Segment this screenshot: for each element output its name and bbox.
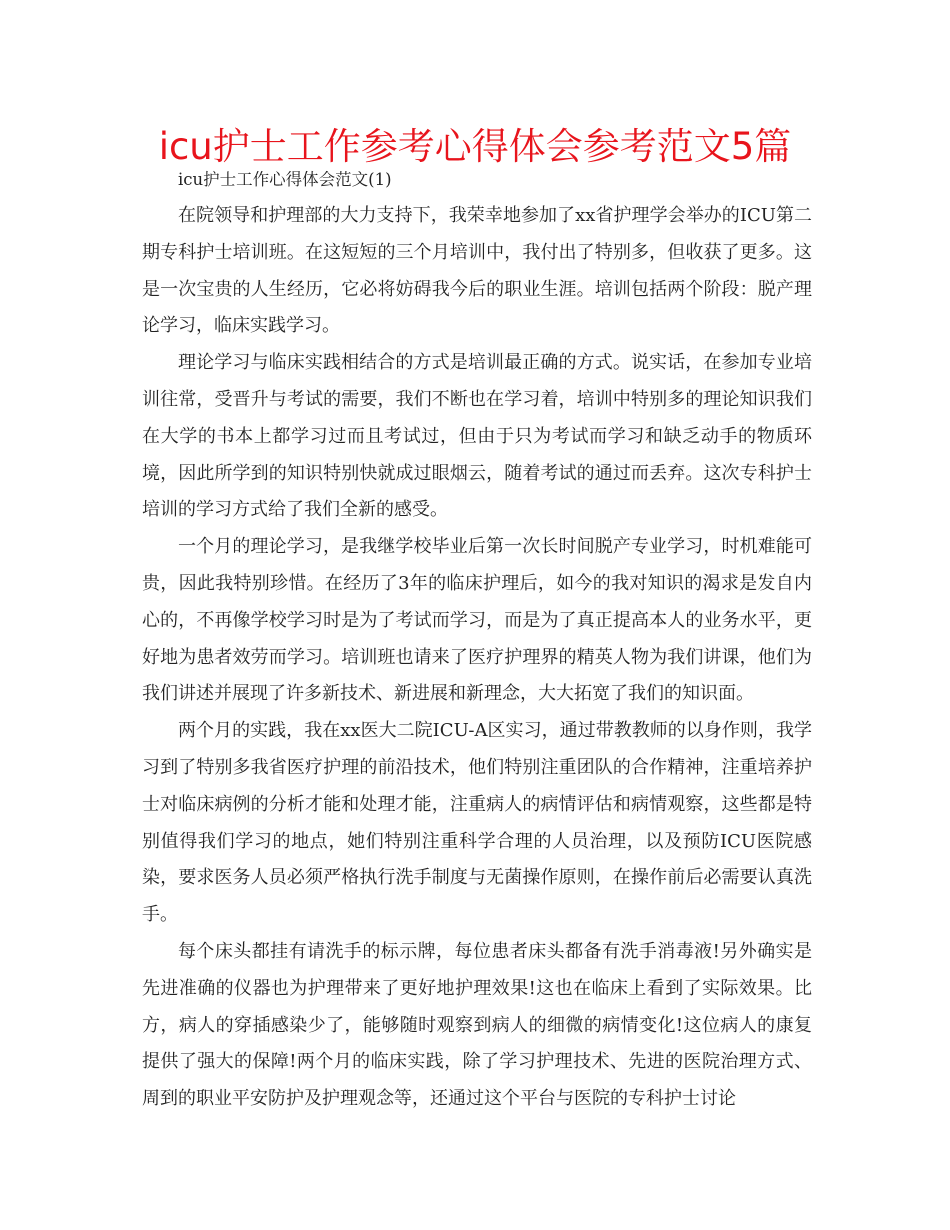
paragraph: 一个月的理论学习，是我继学校毕业后第一次长时间脱产专业学习，时机难能可贵，因此我特别珍惜。在经历了3年的临床护理后，如今的我对知识的渴求是发自内心的，不再像学校学习时是为了考试而学习，而是为了真正提高本人的业务水平，更好地为患者效劳而学习。培训班也请来了医疗护理界的精英人物为我们讲课，他们为我们讲述并展现了许多新技术、新进展和新理念，大大拓宽了我们的知识面。 (142, 536, 812, 705)
document-body (142, 198, 812, 1118)
document-title: icu护士工作参考心得体会参考范文5篇 (158, 125, 792, 168)
paragraph: 每个床头都挂有请洗手的标示牌，每位患者床头都备有洗手消毒液!另外确实是先进准确的仪器也为护理带来了更好地护理效果!这也在临床上看到了实际效果。比方，病人的穿插感染少了，能够随时观察到病人的细微的病情变化!这位病人的康复提供了强大的保障!两个月的临床实践，除了学习护理技术、先进的医院治理方式、周到的职业平安防护及护理观念等，还通过这个平台与医院的专科护士讨论 (142, 940, 812, 1110)
paragraph: 在院领导和护理部的大力支持下，我荣幸地参加了xx省护理学会举办的ICU第二期专科护士培训班。在这短短的三个月培训中，我付出了特别多，但收获了更多。这是一次宝贵的人生经历，它必将妨碍我今后的职业生涯。培训包括两个阶段：脱产理论学习，临床实践学习。 (142, 205, 812, 337)
section-heading: icu护士工作心得体会范文(1) (178, 170, 392, 189)
paragraph: 理论学习与临床实践相结合的方式是培训最正确的方式。说实话，在参加专业培训往常，受晋升与考试的需要，我们不断也在学习着，培训中特别多的理论知识我们在大学的书本上都学习过而且考试过，但由于只为考试而学习和缺乏动手的物质环境，因此所学到的知识特别快就成过眼烟云，随着考试的通过而丢弃。这次专科护士培训的学习方式给了我们全新的感受。 (142, 352, 812, 521)
paragraph: 两个月的实践，我在xx医大二院ICU-A区实习，通过带教教师的以身作则，我学习到了特别多我省医疗护理的前沿技术，他们特别注重团队的合作精神，注重培养护士对临床病例的分析才能和处理才能，注重病人的病情评估和病情观察，这些都是特别值得我们学习的地点，她们特别注重科学合理的人员治理，以及预防ICU医院感染，要求医务人员必须严格执行洗手制度与无菌操作原则，在操作前后必需要认真洗手。 (142, 720, 812, 926)
